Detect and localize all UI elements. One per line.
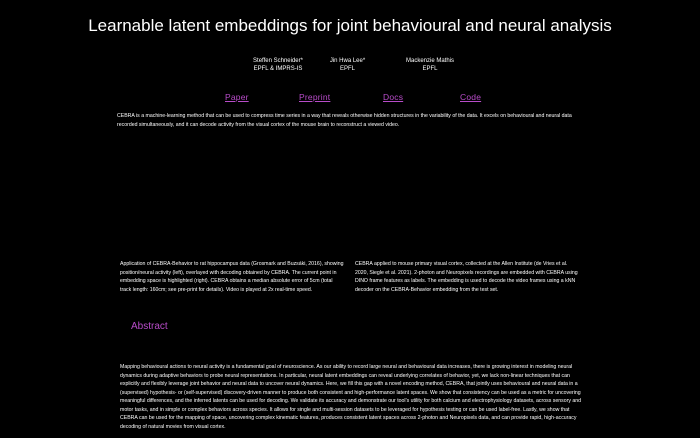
author-name: Mackenzie Mathis [405, 58, 455, 64]
author-name: Jin Hwa Lee* [329, 58, 366, 64]
video-caption-right: CEBRA applied to mouse primary visual cortex, collected at the Allen Institute (de Vries et al. 2020, Siegle et al. 2021). 2-photon and Neuropixels recordings are embedded with CEBRA using DINO frame features as labels. The embedding is used to decode the video frames using a kNN decoder on the CEBRA-Behavior embedding from the test set. [355, 261, 578, 293]
preprint-link[interactable]: Preprint [299, 92, 331, 102]
author-affiliation: EPFL [339, 66, 355, 72]
intro-paragraph: CEBRA is a machine-learning method that can be used to compress time series in a way that reveals otherwise hidden structures in the variability of the data. It excels on behavioural and neural data recorded simultaneously, and it can decode activity from the visual cortex of the mouse brain to reconstruct a viewed video. [117, 113, 572, 128]
docs-link[interactable]: Docs [383, 92, 404, 102]
author-block [233, 57, 323, 73]
author-affiliation: EPFL [422, 66, 438, 72]
video-caption-left: Application of CEBRA-Behavior to rat hippocampus data (Grosmark and Buzsáki, 2016), showing position/neural activity (left), overlayed with decoding obtained by CEBRA. The current point in embedding space is highlighted (right). CEBRA obtains a median absolute error of 5cm (total track length: 160cm; see pre-print for details). Video is played at 2x real-time speed. [120, 261, 344, 293]
author-name: Steffen Schneider* [253, 58, 303, 64]
code-link[interactable]: Code [460, 92, 482, 102]
author-block [315, 57, 380, 73]
abstract-text: Mapping behavioural actions to neural activity is a fundamental goal of neuroscience. As our ability to record large neural and behavioural data increases, there is growing interest in modeling neural dynamics during adaptive behaviors to probe neural representations. In particular, neural latent embeddings can reveal underlying correlates of behavior, yet, we lack non-linear techniques that can explicitly and flexibly leverage joint behavior and neural data to uncover neural dynamics. Here, we fill this gap with a novel encoding method, CEBRA, that jointly uses behavioural and neural data in a (supervised) hypothesis- or (self-supervised) discovery-driven manner to produce both consistent and high-performance latent spaces. We show that consistency can be used as a metric for uncovering meaningful differences, and the inferred latents can be used for decoding. We validate its accuracy and demonstrate our tool's utility for both calcium and electrophysiology datasets, across sensory and motor tasks, and in simple or complex behaviors across species. It allows for single and multi-session datasets to be leveraged for hypothesis testing or can be used label-free. Lastly, we show that CEBRA can be used for the mapping of space, uncovering complex kinematic features, produces consistent latent spaces across 2-photon and Neuropixels data, and can provide rapid, high-accuracy decoding of natural movies from visual cortex. [120, 364, 582, 430]
author-block [390, 57, 470, 73]
page-title: Learnable latent embeddings for joint behavioural and neural analysis [88, 16, 612, 35]
author-affiliation: EPFL & IMPRS-IS [253, 66, 303, 72]
abstract-heading: Abstract [131, 321, 168, 332]
paper-link[interactable]: Paper [225, 92, 249, 102]
